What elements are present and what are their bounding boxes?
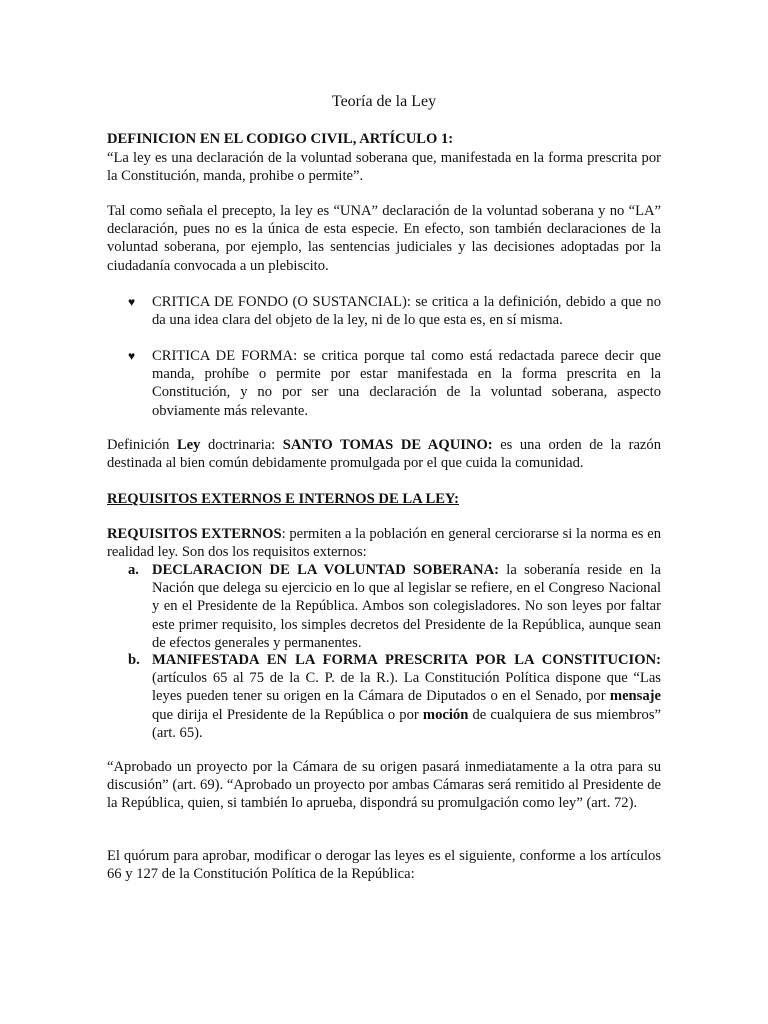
item-b-body-1: (artículos 65 al 75 de la C. P. de la R.). La Constitución Política dispone que “Las leyes pueden tener su origen en la Cámara de Diputados o en el Senado, por [152,670,661,705]
doctrinaria-ley: Ley [176,437,201,453]
item-b-mocion: moción [422,706,469,723]
critica-forma-text: CRITICA DE FORMA: se critica porque tal como está redactada parece decir que manda, prohíbe o permite por estar manifestada en la forma prescrita en la Constitución, y no por ser una declaración de la voluntad soberana, aspecto obviamente más relevante. [152,348,661,419]
requisitos-externos-intro [107,525,661,561]
item-b-body-2: que dirija el Presidente de la República o por [152,706,423,723]
list-item-a-text [152,561,661,652]
doctrinaria-text: es una orden de la razón destinada al bien común debidamente promulgada por el que cuida la comunidad. [107,437,661,472]
document-title: Teoría de la Ley [331,93,437,110]
externos-text: : permiten a la población en general cerciorarse si la norma es en realidad ley. Son dos los requisitos externos: [107,526,661,561]
doctrinaria-prefix: Definición [107,437,177,453]
requisitos-heading: REQUISITOS EXTERNOS E INTERNOS DE LA LEY: [107,491,459,507]
definicion-heading: DEFINICION EN EL CODIGO CIVIL, ARTÍCULO 1: [107,131,454,147]
item-a-heading: DECLARACION DE LA VOLUNTAD SOBERANA: [152,562,499,578]
heart-bullet-icon: ♥ [128,295,136,309]
externos-label: REQUISITOS EXTERNOS [107,526,282,542]
heart-bullet-icon: ♥ [128,349,136,363]
paragraph-aprobado: “Aprobado un proyecto por la Cámara de su origen pasará inmediatamente a la otra para su discusión” (art. 69). “Aprobado un proyecto por ambas Cámaras será remitido al Presidente de la República, quien, si también lo aprueba, dispondrá su promulgación como ley” (art. 72). [107,759,661,812]
paragraph-una-la: Tal como señala el precepto, la ley es “UNA” declaración de la voluntad soberana y no “LA” declaración, pues no es la única de esta especie. En efecto, son también declaraciones de la voluntad soberana, por ejemplo, las sentencias judiciales y las decisiones adoptadas por la ciudadanía convocada a un plebiscito. [107,203,661,274]
doctrinaria-middle: doctrinaria: [200,437,283,453]
item-b-body-3: de cualquiera de sus miembros” (art. 65). [152,706,661,741]
list-item-b-text [152,651,661,742]
item-b-mensaje: mensaje [609,688,661,705]
paragraph-quorum: El quórum para aprobar, modificar o derogar las leyes es el siguiente, conforme a los artículos 66 y 127 de la Constitución Política de la República: [107,848,661,883]
definicion-doctrinaria [107,436,661,472]
list-marker-b: b. [128,652,140,668]
item-b-heading: MANIFESTADA EN LA FORMA PRESCRITA POR LA CONSTITUCION: [152,652,661,668]
list-marker-a: a. [128,562,139,578]
definicion-quote: “La ley es una declaración de la voluntad soberana que, manifestada en la forma prescrita por la Constitución, manda, prohibe o permite”. [107,150,661,185]
item-a-body: la soberanía reside en la Nación que delega su ejercicio en lo que al legislar se refiere, en el Congreso Nacional y en el Presidente de la República. Ambos son colegisladores. No son leyes por faltar este primer requisito, los simples decretos del Presidente de la República, aunque sean de efectos generales y permanentes. [152,562,662,651]
doctrinaria-author: SANTO TOMAS DE AQUINO: [282,437,493,453]
critica-fondo-text: CRITICA DE FONDO (O SUSTANCIAL): se critica a la definición, debido a que no da una idea clara del objeto de la ley, ni de lo que esta es, en sí misma. [152,294,661,329]
